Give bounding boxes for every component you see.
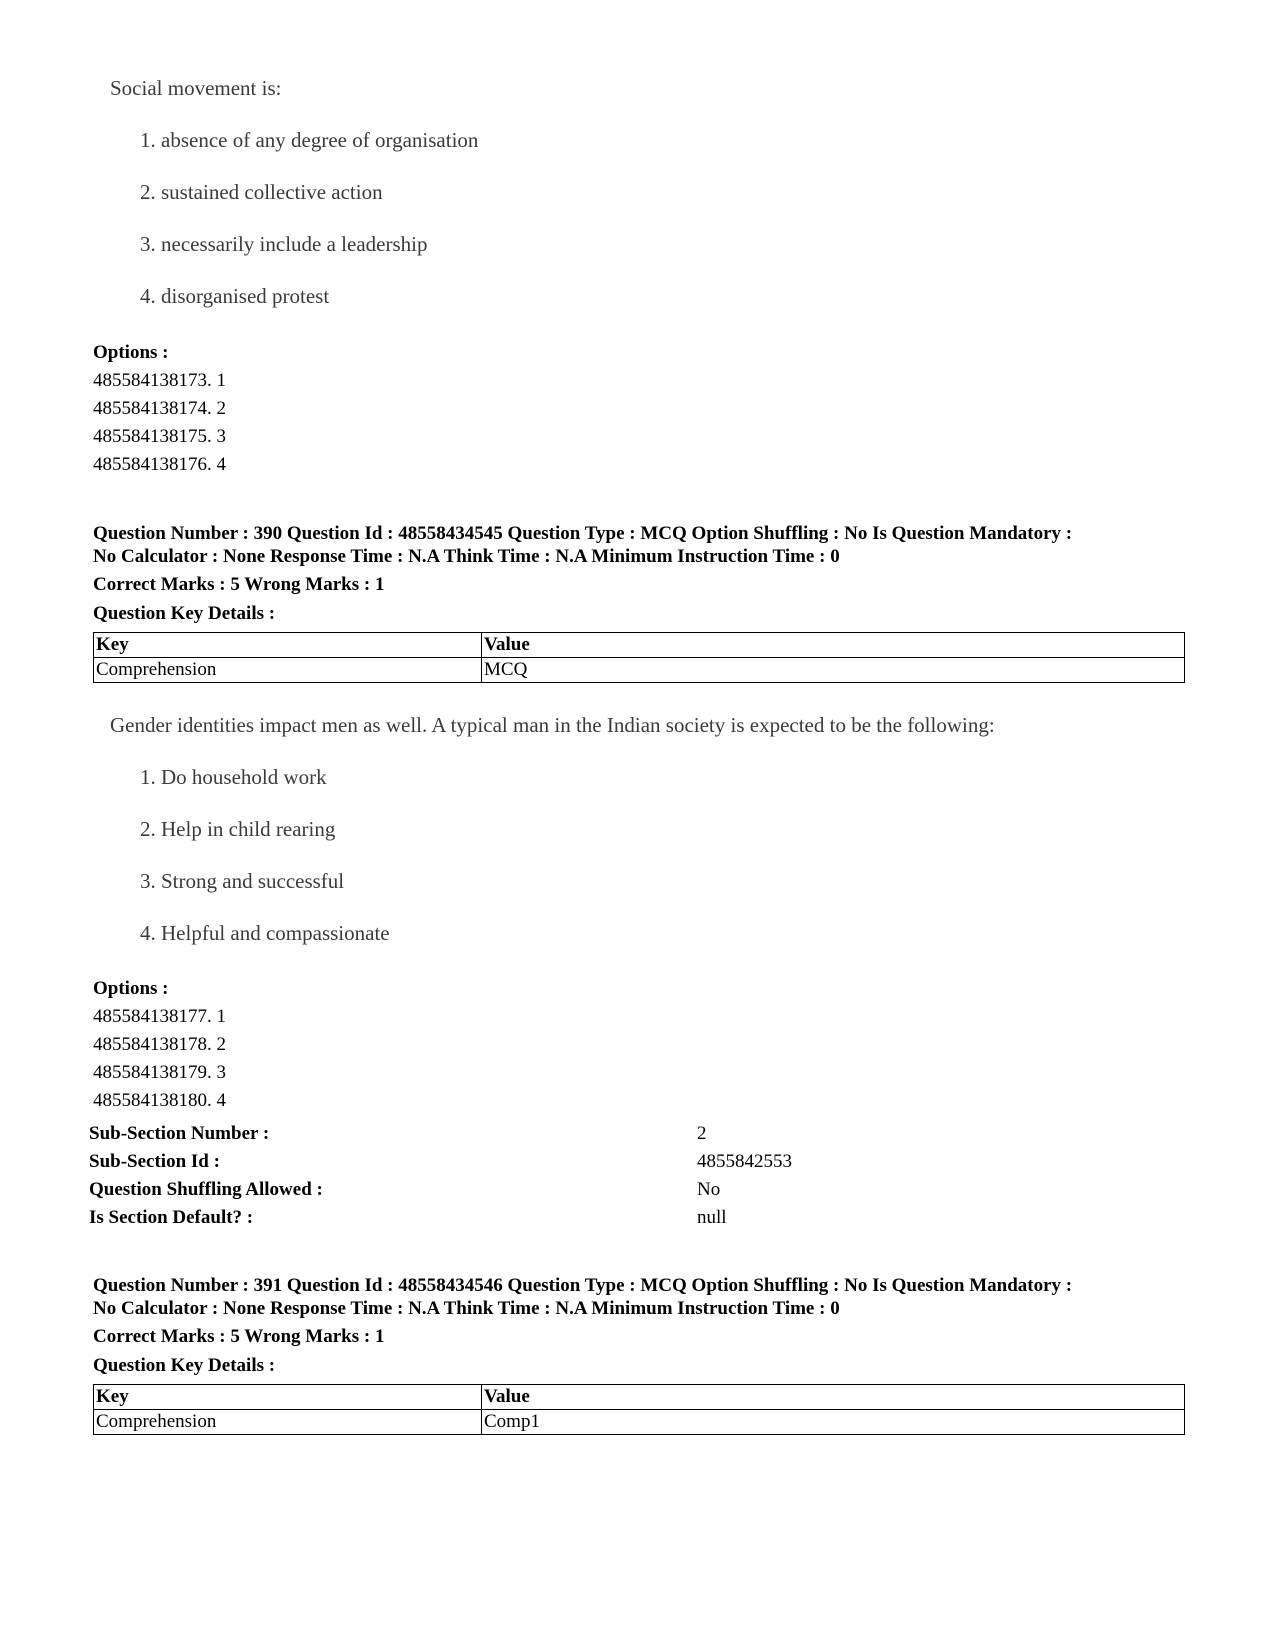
table-row (94, 658, 1185, 683)
option-item: 485584138174. 2 (93, 398, 226, 419)
question-item: 4. disorganised protest (140, 284, 330, 308)
key-details-table (93, 632, 1185, 683)
table-header-row (94, 633, 1185, 658)
options-label: Options : (93, 342, 169, 363)
table-cell-value: Comp1 (482, 1410, 1185, 1435)
key-details-table (93, 1384, 1185, 1435)
question-item: 3. necessarily include a leadership (140, 232, 428, 256)
option-item: 485584138180. 4 (93, 1090, 226, 1111)
table-header-key: Key (94, 633, 482, 658)
question-item: 1. absence of any degree of organisation (140, 128, 479, 152)
options-label: Options : (93, 978, 169, 999)
marks-line: Correct Marks : 5 Wrong Marks : 1 (93, 1326, 385, 1347)
key-details-label: Question Key Details : (93, 1355, 276, 1376)
table-row (94, 1410, 1185, 1435)
question-item: 1. Do household work (140, 765, 327, 789)
table-cell-value: MCQ (482, 658, 1185, 683)
question-item: 3. Strong and successful (140, 869, 345, 893)
option-item: 485584138176. 4 (93, 454, 226, 475)
option-item: 485584138178. 2 (93, 1034, 226, 1055)
section-default-value: null (697, 1207, 727, 1228)
question-item: 2. sustained collective action (140, 180, 383, 204)
question-shuffling-value: No (697, 1179, 721, 1200)
table-cell-key: Comprehension (94, 658, 482, 683)
marks-line: Correct Marks : 5 Wrong Marks : 1 (93, 574, 385, 595)
subsection-number-label: Sub-Section Number : (89, 1123, 270, 1144)
table-header-key: Key (94, 1385, 482, 1410)
subsection-id-label: Sub-Section Id : (89, 1151, 220, 1172)
subsection-number-value: 2 (697, 1123, 707, 1144)
question-header-line1: Question Number : 391 Question Id : 48558434546 Question Type : MCQ Option Shuffling : No Is Question Mandatory : (93, 1275, 1073, 1296)
table-header-row (94, 1385, 1185, 1410)
subsection-id-value: 4855842553 (697, 1151, 792, 1172)
table-cell-key: Comprehension (94, 1410, 482, 1435)
question-header-line2: No Calculator : None Response Time : N.A Think Time : N.A Minimum Instruction Time : 0 (93, 546, 840, 567)
question-header-line2: No Calculator : None Response Time : N.A Think Time : N.A Minimum Instruction Time : 0 (93, 1298, 840, 1319)
option-item: 485584138179. 3 (93, 1062, 226, 1083)
table-header-value: Value (482, 633, 1185, 658)
option-item: 485584138175. 3 (93, 426, 226, 447)
question-item: 2. Help in child rearing (140, 817, 336, 841)
section-default-label: Is Section Default? : (89, 1207, 254, 1228)
table-header-value: Value (482, 1385, 1185, 1410)
question-stem: Social movement is: (110, 76, 282, 100)
key-details-label: Question Key Details : (93, 603, 276, 624)
question-stem: Gender identities impact men as well. A typical man in the Indian society is expected to be the following: (110, 713, 995, 737)
question-shuffling-label: Question Shuffling Allowed : (89, 1179, 323, 1200)
question-header-line1: Question Number : 390 Question Id : 48558434545 Question Type : MCQ Option Shuffling : No Is Question Mandatory : (93, 523, 1073, 544)
option-item: 485584138173. 1 (93, 370, 226, 391)
question-item: 4. Helpful and compassionate (140, 921, 390, 945)
option-item: 485584138177. 1 (93, 1006, 226, 1027)
